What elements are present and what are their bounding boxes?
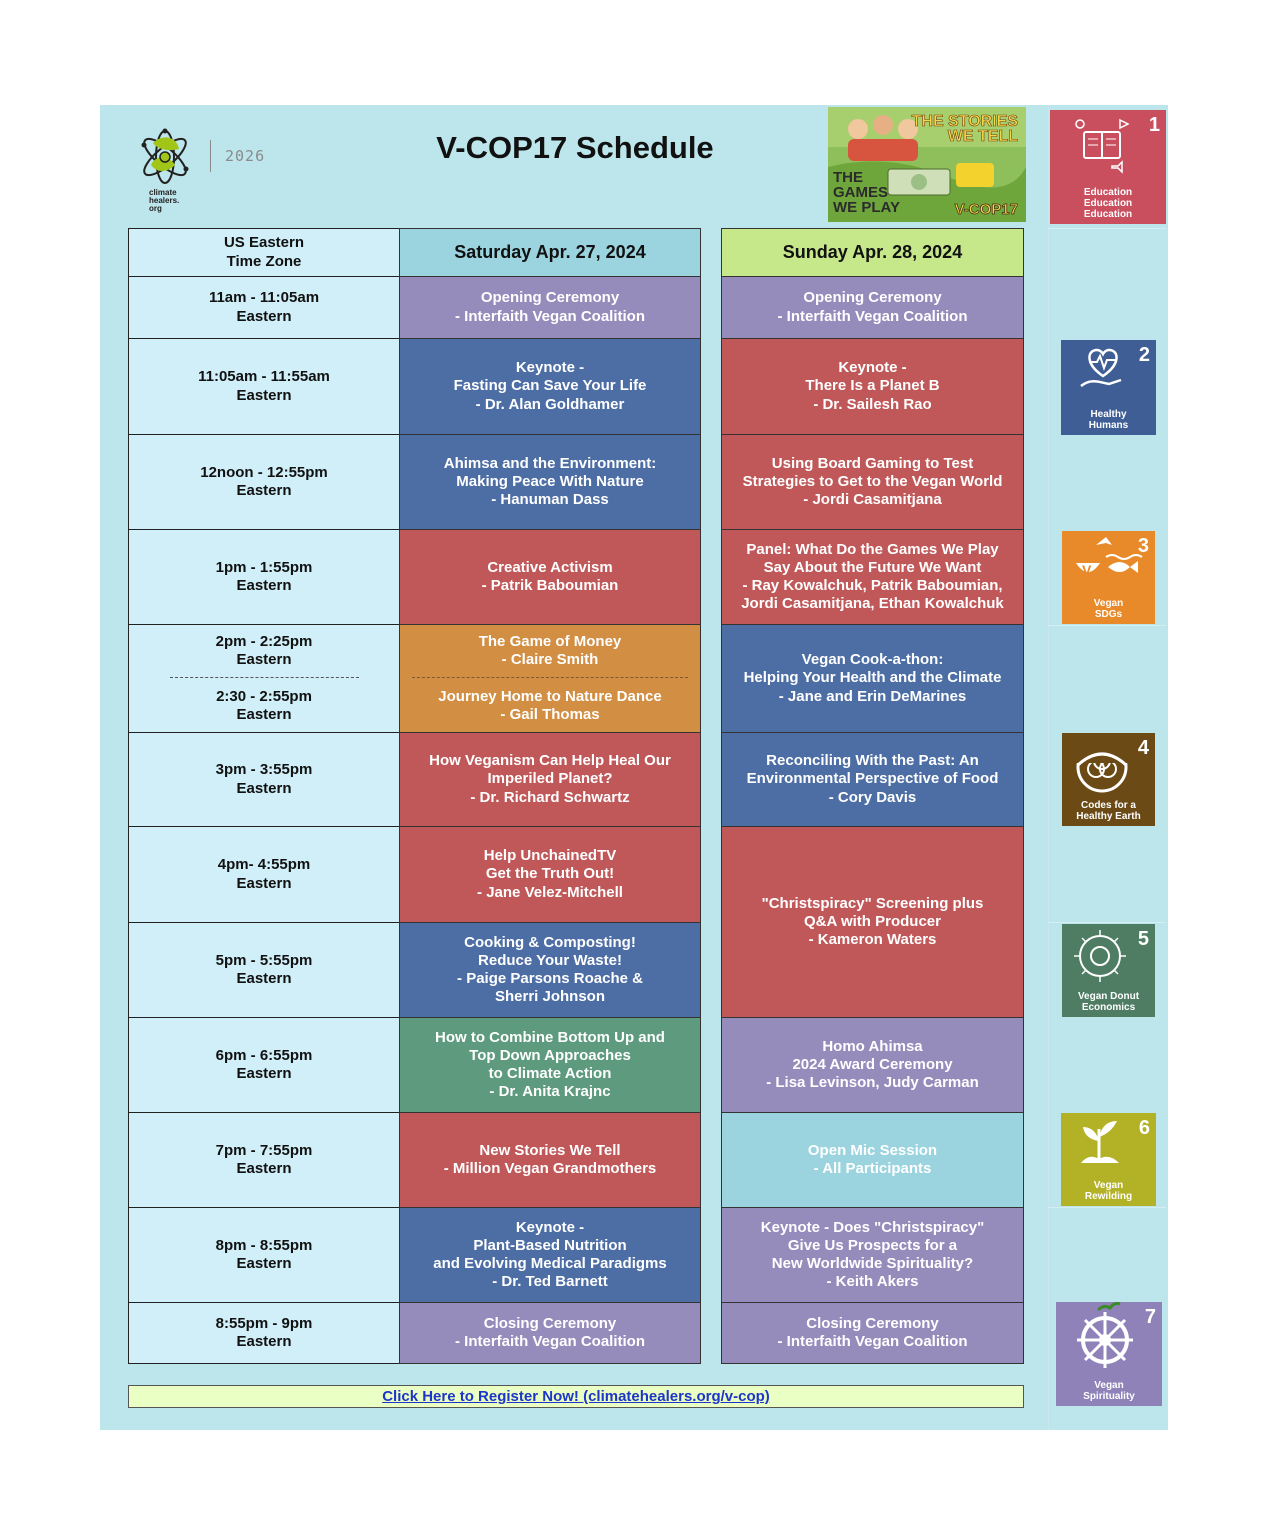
divider — [1048, 922, 1166, 923]
sdg-number: 6 — [1138, 1117, 1150, 1139]
donut-icon — [1070, 926, 1130, 986]
session-cell: Vegan Cook-a-thon: Helping Your Health and the Climate - Jane and Erin DeMarines — [721, 624, 1024, 733]
time-slot: 2pm - 2:25pm Eastern 2:30 - 2:55pm Eastern — [128, 624, 400, 733]
time-slot: 8:55pm - 9pm Eastern — [128, 1302, 400, 1364]
sdg-tile-4 — [1062, 733, 1155, 826]
banner-line2: WE TELL — [947, 128, 1018, 145]
session-cell: How Veganism Can Help Heal Our Imperiled Planet? - Dr. Richard Schwartz — [399, 732, 701, 827]
book-icon — [1072, 116, 1132, 176]
sunday-header: Sunday Apr. 28, 2024 — [721, 228, 1024, 277]
session-cell: Closing Ceremony - Interfaith Vegan Coalition — [399, 1302, 701, 1364]
session-cell: Creative Activism - Patrik Baboumian — [399, 529, 701, 625]
session-cell: Ahimsa and the Environment: Making Peace With Nature - Hanuman Dass — [399, 434, 701, 530]
banner-line1: THE STORIES — [911, 113, 1018, 130]
sdg-number: 7 — [1144, 1306, 1156, 1328]
sdg-label: Codes for a Healthy Earth — [1076, 800, 1141, 822]
logo-year: 2026 — [225, 147, 266, 165]
session-cell: Help UnchainedTV Get the Truth Out! - Jane Velez-Mitchell — [399, 826, 701, 923]
session-cell: Keynote - There Is a Planet B - Dr. Sailesh Rao — [721, 338, 1024, 435]
sdg-tile-3 — [1062, 531, 1155, 624]
time-slot: 3pm - 3:55pm Eastern — [128, 732, 400, 827]
session-cell: New Stories We Tell - Million Vegan Grandmothers — [399, 1112, 701, 1208]
banner-brand: V-COP17 — [954, 201, 1018, 218]
sdg-label: Education Education Education — [1083, 187, 1133, 220]
time-slot: 4pm- 4:55pm Eastern — [128, 826, 400, 923]
divider — [1048, 1207, 1166, 1208]
session-cell: Keynote - Does "Christspiracy" Give Us Prospects for a New Worldwide Spirituality? - Keith Akers — [721, 1207, 1024, 1303]
time-slot: 5pm - 5:55pm Eastern — [128, 922, 400, 1018]
saturday-header: Saturday Apr. 27, 2024 — [399, 228, 701, 277]
register-link[interactable]: Click Here to Register Now! (climatehealers.org/v-cop) — [382, 1388, 770, 1405]
sdg-number: 5 — [1137, 928, 1149, 950]
session-cell: Opening Ceremony - Interfaith Vegan Coalition — [721, 276, 1024, 339]
divider — [1048, 228, 1166, 229]
session-cell: Homo Ahimsa 2024 Award Ceremony - Lisa Levinson, Judy Carman — [721, 1017, 1024, 1113]
session-cell: How to Combine Bottom Up and Top Down Approaches to Climate Action - Dr. Anita Krajnc — [399, 1017, 701, 1113]
divider — [1048, 625, 1166, 626]
vegan-bird-fish-icon — [1066, 533, 1146, 595]
time-slot: 7pm - 7:55pm Eastern — [128, 1112, 400, 1208]
sprout-icon — [1071, 1115, 1131, 1175]
sdg-number: 1 — [1148, 114, 1160, 136]
sdg-tile-6 — [1061, 1113, 1156, 1206]
page-title: V-COP17 Schedule — [436, 130, 714, 165]
session-cell: Using Board Gaming to Test Strategies to Get to the Vegan World - Jordi Casamitjana — [721, 434, 1024, 530]
sdg-label: Vegan Donut Economics — [1077, 991, 1140, 1013]
sdg-number: 3 — [1137, 535, 1149, 557]
logo-text: climate healers. org — [149, 188, 180, 213]
time-slot: 12noon - 12:55pm Eastern — [128, 434, 400, 530]
banner-line5: WE PLAY — [833, 199, 900, 216]
time-slot: 6pm - 6:55pm Eastern — [128, 1017, 400, 1113]
sdg-number: 2 — [1138, 344, 1150, 366]
svg-text:V: V — [1082, 562, 1092, 578]
session-cell: Open Mic Session - All Participants — [721, 1112, 1024, 1208]
banner-line3: THE — [833, 169, 863, 186]
timezone-header: US Eastern Time Zone — [128, 228, 400, 277]
heart-hand-icon — [1075, 342, 1131, 398]
session-cell: "Christspiracy" Screening plus Q&A with Producer - Kameron Waters — [721, 826, 1024, 1018]
logo-separator — [210, 140, 211, 172]
sdg-label: Vegan Rewilding — [1084, 1180, 1133, 1202]
sdg-label: Vegan Spirituality — [1083, 1380, 1135, 1402]
session-cell: Cooking & Composting! Reduce Your Waste! - Paige Parsons Roache & Sherri Johnson — [399, 922, 701, 1018]
session-cell: Keynote - Fasting Can Save Your Life - Dr. Alan Goldhamer — [399, 338, 701, 435]
sdg-tile-1 — [1050, 110, 1166, 224]
sdg-tile-2 — [1061, 340, 1156, 435]
session-cell: Keynote - Plant-Based Nutrition and Evolving Medical Paradigms - Dr. Ted Barnett — [399, 1207, 701, 1303]
earth-flower-icon — [1072, 737, 1132, 797]
session-cell: The Game of Money - Claire Smith Journey Home to Nature Dance - Gail Thomas — [399, 624, 701, 733]
session-cell: Closing Ceremony - Interfaith Vegan Coalition — [721, 1302, 1024, 1364]
sdg-tile-7 — [1056, 1302, 1162, 1406]
sdg-number: 4 — [1137, 737, 1149, 759]
dharma-wheel-icon — [1070, 1302, 1140, 1372]
sdg-tile-5 — [1062, 924, 1155, 1017]
sdg-label: Healthy Humans — [1088, 409, 1129, 431]
session-cell: Panel: What Do the Games We Play Say About the Future We Want - Ray Kowalchuk, Patrik Baboumian, Jordi Casamitjana, Ethan Kowalchuk — [721, 529, 1024, 625]
session-cell: Opening Ceremony - Interfaith Vegan Coalition — [399, 276, 701, 339]
time-slot: 8pm - 8:55pm Eastern — [128, 1207, 400, 1303]
schedule-table — [128, 228, 1024, 1364]
banner-line4: GAMES — [833, 184, 889, 201]
stories-games-banner — [828, 107, 1026, 222]
sdg-label: Vegan SDGs — [1093, 598, 1124, 620]
session-cell: Reconciling With the Past: An Environmental Perspective of Food - Cory Davis — [721, 732, 1024, 827]
register-bar — [128, 1385, 1024, 1408]
time-slot: 11:05am - 11:55am Eastern — [128, 338, 400, 435]
time-slot: 11am - 11:05am Eastern — [128, 276, 400, 339]
time-slot: 1pm - 1:55pm Eastern — [128, 529, 400, 625]
